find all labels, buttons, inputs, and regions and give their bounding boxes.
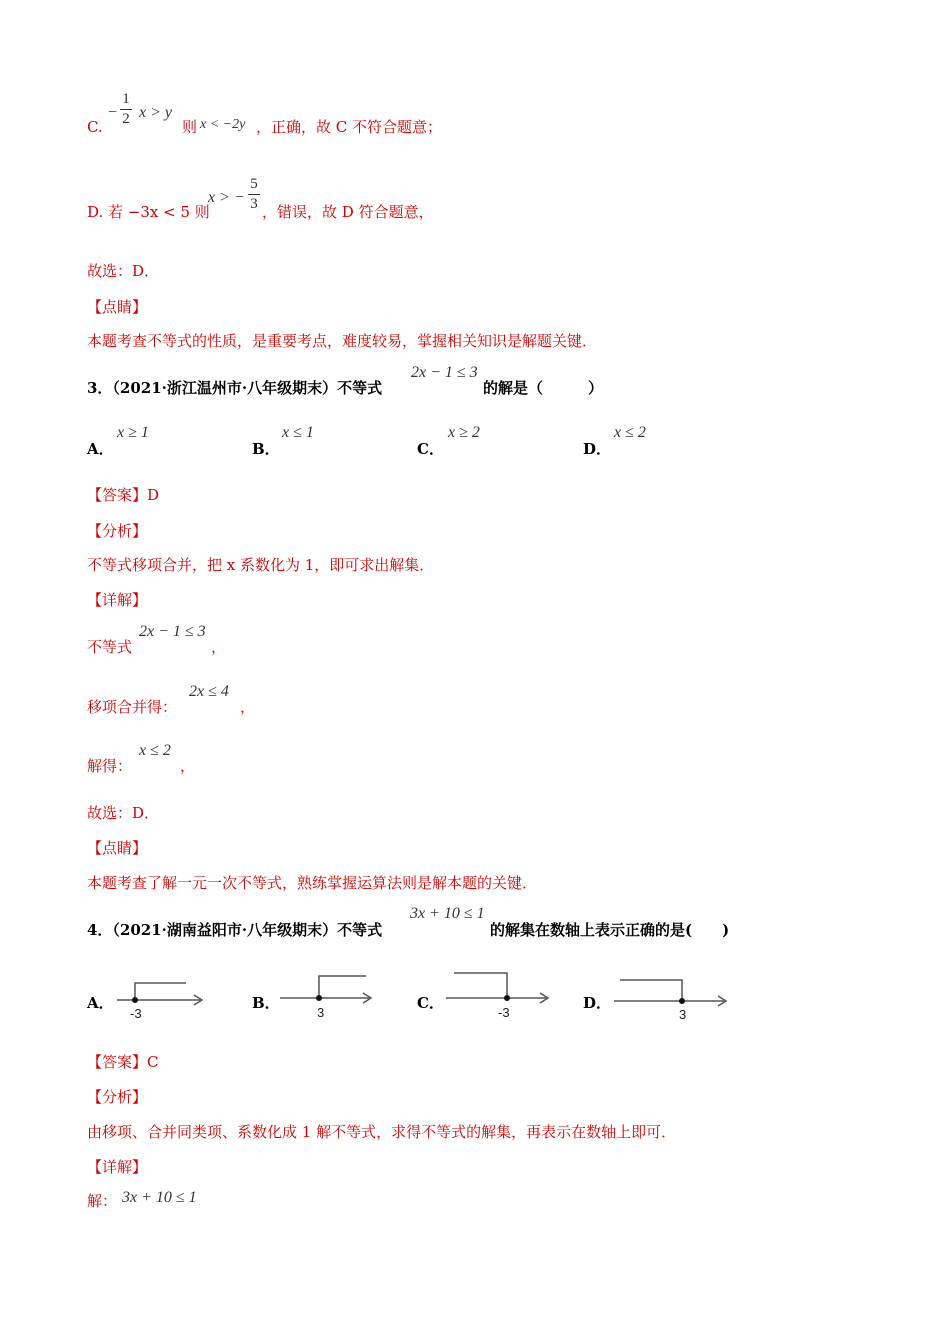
solution-bracket — [135, 983, 186, 1000]
q3-step3-text: 解得： — [87, 757, 133, 775]
option-d-label: D. 若 −3x < 5 则 — [87, 203, 210, 221]
q4-option-a-number-line — [112, 975, 212, 1025]
math-fraction-half: 1 2 — [120, 91, 132, 128]
q3-detail-tag: 【详解】 — [87, 591, 148, 609]
q4-analysis-tag: 【分析】 — [87, 1088, 148, 1106]
q3-option-c-math: x ≥ 2 — [448, 424, 480, 441]
d-comment: ，错误，故 D 符合题意， — [262, 203, 434, 221]
solid-point — [316, 995, 322, 1001]
math-fraction-five-thirds: 5 3 — [248, 176, 260, 213]
q3-option-b-math: x ≤ 1 — [282, 424, 314, 441]
q3-option-d-math: x ≤ 2 — [614, 424, 646, 441]
q2-dianjing-text: 本题考查不等式的性质，是重要考点，难度较易，掌握相关知识是解题关键． — [87, 332, 598, 350]
solid-point — [679, 998, 685, 1004]
q3-step2-text: 移项合并得： — [87, 698, 178, 716]
q3-stem-suffix: 的解是（ ） — [483, 379, 604, 397]
q4-option-b-number-line — [277, 970, 377, 1020]
q4-stem-suffix: 的解集在数轴上表示正确的是( ) — [490, 921, 730, 939]
math-c-lhs: x > y — [139, 104, 172, 121]
q4-option-b-label: B． — [252, 994, 280, 1012]
q3-dianjing-tag: 【点睛】 — [87, 839, 148, 857]
q3-step3-end: ， — [180, 757, 196, 775]
q4-step1-text: 解： — [87, 1192, 118, 1210]
solid-point — [504, 995, 510, 1001]
q3-step1-math: 2x − 1 ≤ 3 — [139, 623, 206, 640]
q3-step2-math: 2x ≤ 4 — [189, 683, 229, 700]
option-c-label: C. — [87, 118, 103, 136]
q3-step3-math: x ≤ 2 — [139, 742, 171, 759]
q4-answer-value: C — [147, 1053, 159, 1071]
q3-option-c-label: C． — [417, 440, 444, 458]
q3-analysis-tag: 【分析】 — [87, 522, 148, 540]
q3-stem-prefix: 3．（2021·浙江温州市·八年级期末）不等式 — [87, 379, 383, 397]
q3-option-a-label: A． — [87, 440, 114, 458]
q3-choice: 故选：D． — [87, 804, 160, 822]
q4-option-a-label: A． — [87, 994, 114, 1012]
q3-step2-end: ， — [240, 698, 256, 716]
tick-label: 3 — [317, 1005, 325, 1020]
q3-option-a-math: x ≥ 1 — [117, 424, 149, 441]
q4-answer — [87, 1052, 159, 1072]
q3-stem-math: 2x − 1 ≤ 3 — [411, 364, 478, 381]
q3-answer — [87, 485, 159, 505]
q2-dianjing-tag: 【点睛】 — [87, 298, 148, 316]
q3-answer-value: D — [147, 486, 160, 504]
q4-option-d-label: D． — [583, 994, 612, 1012]
solution-bracket — [319, 976, 366, 998]
q4-stem-prefix: 4．（2021·湖南益阳市·八年级期末）不等式 — [87, 921, 383, 939]
math-d-lhs: x > − — [208, 189, 245, 206]
q2-choice: 故选：D． — [87, 262, 160, 280]
q4-option-d-number-line — [612, 975, 732, 1025]
solution-bracket — [620, 980, 682, 1001]
math-minus: − — [108, 104, 118, 121]
q4-analysis: 由移项、合并同类项、系数化成 1 解不等式，求得不等式的解集，再表示在数轴上即可． — [87, 1123, 677, 1141]
q3-dianjing: 本题考查了解一元一次不等式，熟练掌握运算法则是解本题的关键． — [87, 874, 538, 892]
q4-step1-math: 3x + 10 ≤ 1 — [122, 1189, 197, 1206]
c-comment: ，正确，故 C 不符合题意； — [256, 118, 443, 136]
q4-option-c-number-line — [444, 968, 554, 1020]
q3-option-d-label: D． — [583, 440, 612, 458]
q4-detail-tag: 【详解】 — [87, 1158, 148, 1176]
solid-point — [132, 997, 138, 1003]
q3-step1-text: 不等式 — [87, 638, 133, 656]
c-then: 则 — [182, 118, 198, 136]
tick-label: -3 — [130, 1006, 142, 1021]
q3-analysis: 不等式移项合并，把 x 系数化为 1，即可求出解集． — [87, 556, 435, 574]
q3-step1-end: ， — [211, 638, 227, 656]
tick-label: 3 — [679, 1007, 687, 1022]
q4-option-c-label: C． — [417, 994, 444, 1012]
solution-bracket — [454, 973, 507, 998]
q3-answer-tag: 【答案】 — [87, 486, 148, 504]
tick-label: -3 — [498, 1005, 510, 1020]
math-c-rhs: x < −2y — [200, 117, 246, 132]
q3-option-b-label: B． — [252, 440, 280, 458]
q4-stem-math: 3x + 10 ≤ 1 — [410, 905, 485, 922]
q4-answer-tag: 【答案】 — [87, 1053, 148, 1071]
